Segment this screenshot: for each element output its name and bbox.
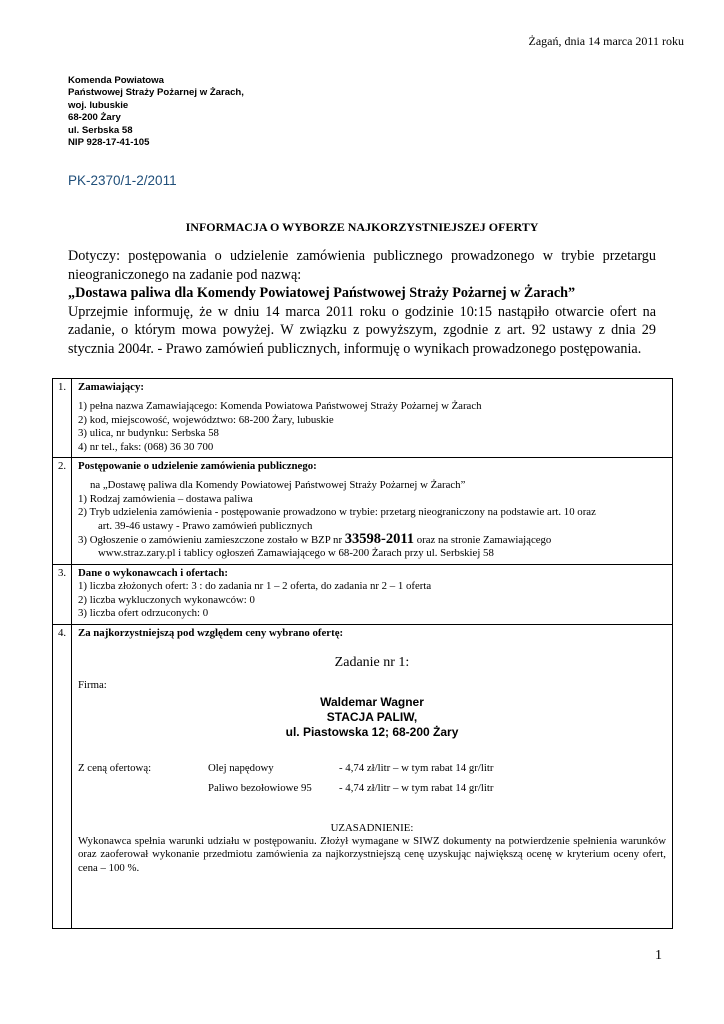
section-title: Za najkorzystniejszą pod względem ceny wybrano ofertę: (78, 626, 344, 639)
reference-number: PK-2370/1-2/2011 (68, 173, 177, 188)
fuel-name: Paliwo bezołowiowe 95 (208, 782, 312, 795)
price-row (78, 762, 666, 775)
firm-line: STACJA PALIW, (326, 709, 418, 724)
sender-line: NIP 928-17-41-105 (68, 137, 150, 149)
firm-line: Waldemar Wagner (320, 694, 424, 709)
firm-details (78, 695, 666, 740)
row-number: 2. (53, 458, 72, 565)
sender-line: ul. Serbska 58 (68, 124, 133, 136)
list-item: 4) nr tel., faks: (068) 36 30 700 (78, 440, 214, 453)
justification-text: Wykonawca spełnia warunki udziału w postępowaniu. Złożył wymagane w SIWZ dokumenty na potwierdzenie spełnienia warunków oraz zaoferował wykonanie przedmiotu zamówienia za najkorzystniejszą cenę uzyskując największą ocenę w kryterium oceny ofert, cena – 100 %. (78, 834, 666, 874)
row-content (72, 458, 673, 565)
info-table (52, 378, 673, 929)
list-item-text: oraz na stronie Zamawiającego (416, 534, 552, 547)
section-title: Postępowanie o udzielenie zamówienia publicznego: (78, 460, 317, 473)
list-item: 1) Rodzaj zamówienia – dostawa paliwa (78, 492, 253, 505)
task-title: Zadanie nr 1: (334, 654, 410, 670)
document-heading: INFORMACJA O WYBORZE NAJKORZYSTNIEJSZEJ OFERTY (185, 220, 539, 234)
intro-paragraph: Uprzejmie informuję, że w dniu 14 marca 2011 roku o godzinie 10:15 nastąpiło otwarcie ofert na zadanie, o którym mowa powyżej. W związku z powyższym, zgodnie z art. 92 ustawy z dnia 29 stycznia 2004r. - Prawo zamówień publicznych, informuję o wynikach prowadzonego postępowania. (68, 303, 656, 357)
page-number: 1 (655, 948, 662, 963)
list-item-continuation: www.straz.zary.pl i tablicy ogłoszeń Zamawiającego w 68-200 Żarach przy ul. Serbskiej 58 (98, 547, 494, 560)
bzp-number: 33598-2011 (344, 531, 415, 548)
list-item: 3) ulica, nr budynku: Serbska 58 (78, 427, 219, 440)
table-row (53, 564, 673, 624)
row-content (72, 624, 673, 928)
fuel-price: - 4,74 zł/litr – w tym rabat 14 gr/litr (339, 761, 494, 774)
sender-line: Państwowej Straży Pożarnej w Żarach, (68, 87, 244, 99)
intro-text (68, 247, 656, 359)
firm-label: Firma: (78, 679, 107, 692)
table-row (53, 458, 673, 565)
list-item: 3) liczba ofert odrzuconych: 0 (78, 607, 209, 620)
section-title: Zamawiający: (78, 381, 144, 393)
row-number: 1. (53, 379, 72, 458)
list-item: 2) liczba wykluczonych wykonawców: 0 (78, 593, 255, 606)
section-title: Dane o wykonawcach i ofertach: (78, 566, 228, 579)
firm-line: ul. Piastowska 12; 68-200 Żary (285, 724, 459, 739)
row-content (72, 379, 673, 458)
table-row (53, 624, 673, 928)
contract-title: „Dostawa paliwa dla Komendy Powiatowej Państwowej Straży Pożarnej w Żarach” (68, 285, 576, 302)
fuel-name: Olej napędowy (208, 761, 274, 774)
row-number: 3. (53, 564, 72, 624)
row-content (72, 564, 673, 624)
list-item (78, 533, 666, 547)
sender-line: woj. lubuskie (68, 99, 129, 111)
price-row (78, 782, 666, 795)
list-item: 2) Tryb udzielenia zamówienia - postępowanie prowadzono w trybie: przetarg nieograniczony na podstawie art. 10 oraz (78, 506, 596, 519)
list-item: 2) kod, miejscowość, województwo: 68-200 Żary, lubuskie (78, 413, 334, 426)
price-label: Z ceną ofertową: (78, 761, 152, 774)
date-line: Żagań, dnia 14 marca 2011 roku (528, 34, 684, 48)
row-number: 4. (53, 624, 72, 928)
list-item-text: 3) Ogłoszenie o zamówieniu zamieszczone zostało w BZP nr (78, 534, 343, 547)
sender-address-block (68, 75, 244, 149)
list-item: 1) liczba złożonych ofert: 3 : do zadania nr 1 – 2 oferta, do zadania nr 2 – 1 oferta (78, 580, 432, 593)
contract-name-line: na „Dostawę paliwa dla Komendy Powiatowej Państwowej Straży Pożarnej w Żarach” (90, 479, 466, 492)
sender-line: Komenda Powiatowa (68, 75, 164, 86)
fuel-price: - 4,74 zł/litr – w tym rabat 14 gr/litr (339, 782, 494, 795)
price-label-spacer (78, 782, 208, 795)
table-row (53, 379, 673, 458)
intro-paragraph: Dotyczy: postępowania o udzielenie zamówienia publicznego prowadzonego w trybie przetargu nieograniczonego na zadanie pod nazwą: (68, 248, 656, 283)
list-item-continuation: art. 39-46 ustawy - Prawo zamówień publicznych (98, 519, 313, 532)
list-item: 1) pełna nazwa Zamawiającego: Komenda Powiatowa Państwowej Straży Pożarnej w Żarach (78, 400, 482, 413)
justification-title: UZASADNIENIE: (330, 821, 414, 834)
sender-line: 68-200 Żary (68, 112, 121, 124)
